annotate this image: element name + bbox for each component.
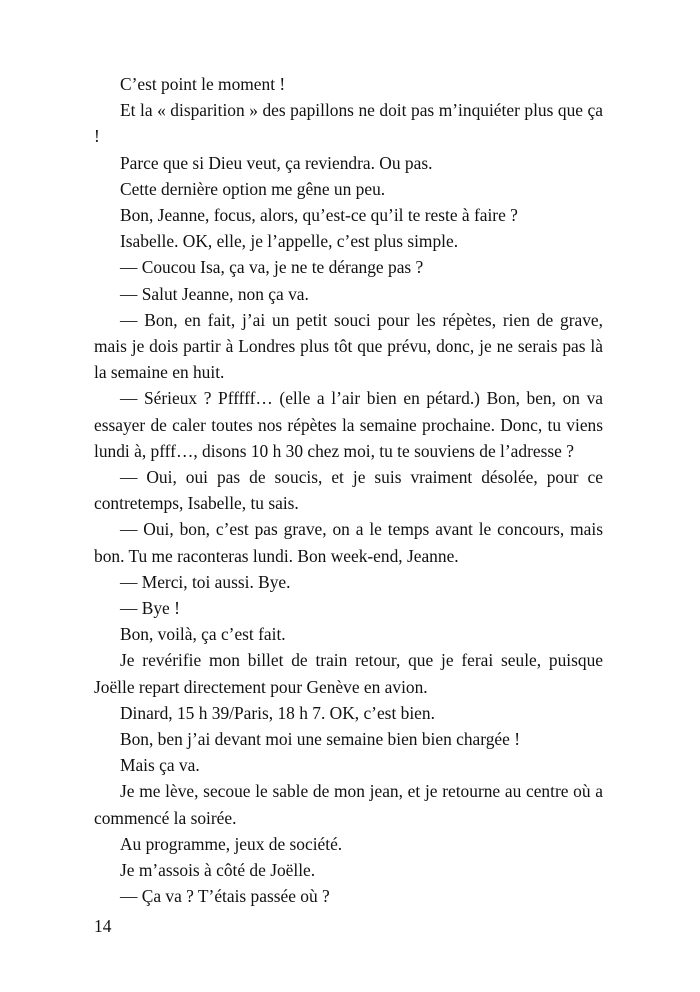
- paragraph: Cette dernière option me gêne un peu.: [120, 178, 386, 199]
- paragraph: C’est point le moment !: [120, 74, 286, 94]
- dialogue-line: — Oui, oui pas de soucis, et je suis vraiment désolée, pour ce contretemps, Isabelle, tu sais.: [94, 467, 603, 514]
- page-number: 14: [94, 916, 112, 936]
- paragraph: Mais ça va.: [120, 755, 200, 776]
- dialogue-line: — Ça va ? T’étais passée où ?: [120, 886, 330, 907]
- paragraph: Je revérifie mon billet de train retour, que je ferai seule, puisque Joëlle repart directement pour Genève en avion.: [94, 650, 603, 697]
- paragraph: Bon, ben j’ai devant moi une semaine bien bien chargée !: [120, 729, 521, 750]
- paragraph: Et la « disparition » des papillons ne doit pas m’inquiéter plus que ça !: [94, 100, 603, 147]
- dialogue-line: — Sérieux ? Pfffff… (elle a l’air bien en pétard.) Bon, ben, on va essayer de caler toutes nos répètes la semaine prochaine. Donc, tu viens lundi à, pfff…, disons 10 h 30 chez moi, tu te souviens de l’adresse ?: [94, 388, 603, 461]
- paragraph: Bon, voilà, ça c’est fait.: [120, 624, 286, 645]
- dialogue-line: — Bye !: [120, 598, 180, 619]
- dialogue-line: — Bon, en fait, j’ai un petit souci pour les répètes, rien de grave, mais je dois partir à Londres plus tôt que prévu, donc, je ne serais pas là la semaine en huit.: [94, 309, 603, 383]
- dialogue-line: — Oui, bon, c’est pas grave, on a le temps avant le concours, mais bon. Tu me raconteras lundi. Bon week-end, Jeanne.: [94, 519, 603, 566]
- paragraph: Au programme, jeux de société.: [120, 833, 343, 854]
- paragraph: Isabelle. OK, elle, je l’appelle, c’est plus simple.: [120, 231, 459, 252]
- paragraph: Bon, Jeanne, focus, alors, qu’est-ce qu’il te reste à faire ?: [120, 205, 518, 226]
- paragraph: Parce que si Dieu veut, ça reviendra. Ou pas.: [120, 152, 433, 173]
- paragraph: Je me lève, secoue le sable de mon jean, et je retourne au centre où a commencé la soirée.: [94, 781, 603, 828]
- dialogue-line: — Coucou Isa, ça va, je ne te dérange pas ?: [120, 257, 424, 278]
- dialogue-line: — Salut Jeanne, non ça va.: [120, 283, 309, 304]
- body-text: [94, 71, 603, 910]
- paragraph: Dinard, 15 h 39/Paris, 18 h 7. OK, c’est bien.: [120, 702, 435, 723]
- dialogue-line: — Merci, toi aussi. Bye.: [120, 571, 291, 592]
- paragraph: Je m’assois à côté de Joëlle.: [120, 860, 316, 881]
